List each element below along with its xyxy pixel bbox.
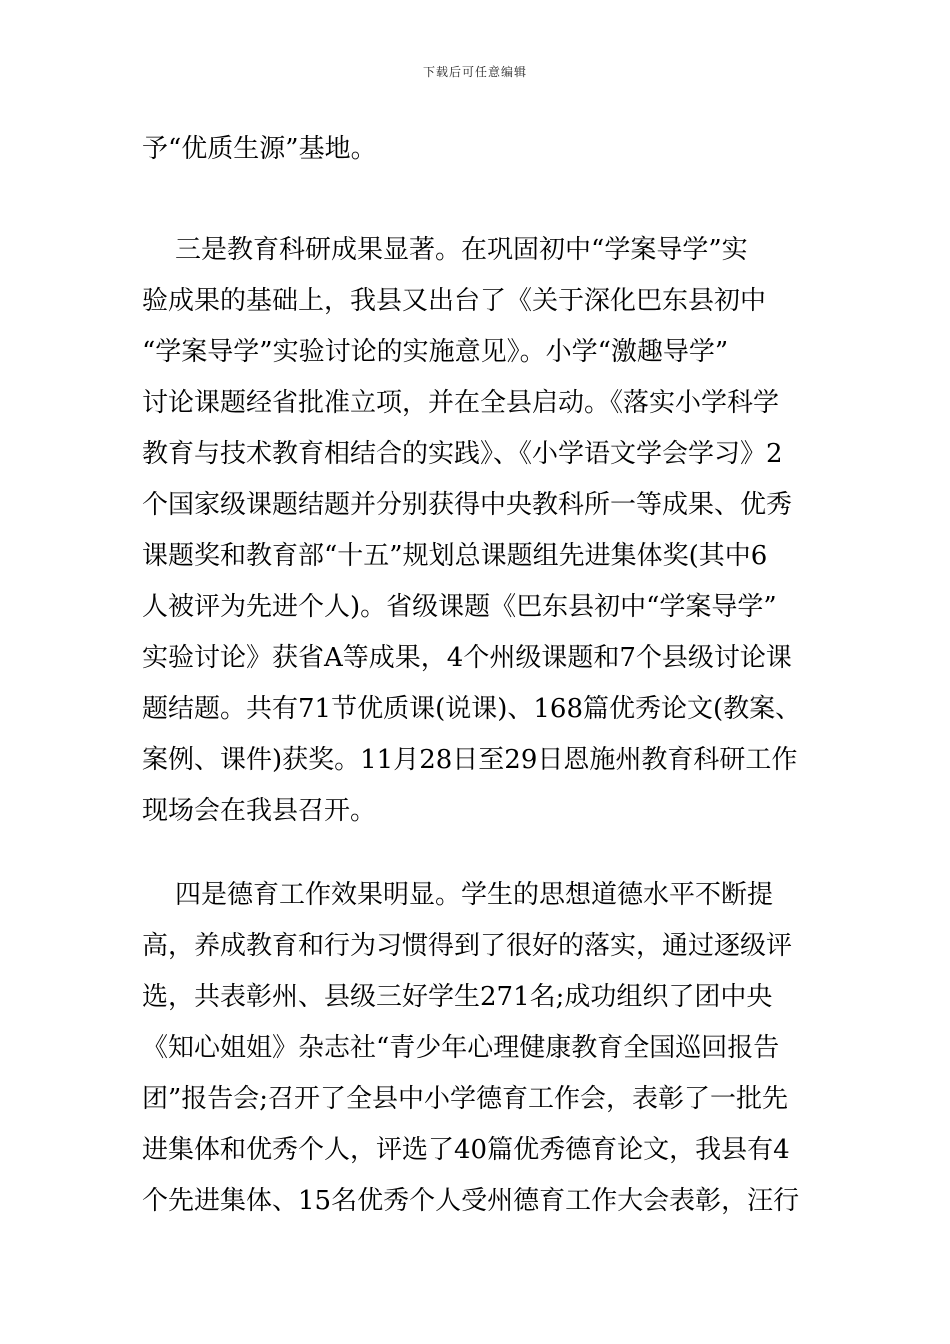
text-line: 高，养成教育和行为习惯得到了很好的落实，通过逐级评 [142, 931, 793, 961]
text-line: 《知心姐姐》杂志社“青少年心理健康教育全国巡回报告 [142, 1033, 780, 1063]
text-line: 选，共表彰州、县级三好学生271名;成功组织了团中央 [142, 982, 773, 1012]
text-line: 案例、课件)获奖。11月28日至29日恩施州教育科研工作 [142, 745, 798, 775]
page-header-note: 下载后可任意编辑 [422, 65, 527, 79]
text-line: “学案导学”实验讨论的实施意见》。小学“激趣导学” [142, 337, 729, 367]
text-line: 验成果的基础上，我县又出台了《关于深化巴东县初中 [142, 286, 767, 316]
text-line: 四是德育工作效果明显。学生的思想道德水平不断提 [142, 880, 774, 910]
text-line: 人被评为先进个人)。省级课题《巴东县初中“学案导学” [142, 592, 777, 622]
text-line: 讨论课题经省批准立项，并在全县启动。《落实小学科学 [142, 388, 780, 418]
text-line: 课题奖和教育部“十五”规划总课题组先进集体奖(其中6 [142, 541, 768, 571]
text-line: 个先进集体、15名优秀个人受州德育工作大会表彰，汪行 [142, 1186, 800, 1216]
text-line: 教育与技术教育相结合的实践》、《小学语文学会学习》2 [142, 439, 783, 469]
text-line: 予“优质生源”基地。 [142, 134, 377, 164]
text-line: 三是教育科研成果显著。在巩固初中“学案导学”实 [142, 235, 748, 265]
text-line: 实验讨论》获省A等成果，4个州级课题和7个县级讨论课 [142, 643, 792, 673]
text-line: 题结题。共有71节优质课(说课)、168篇优秀论文(教案、 [142, 694, 802, 724]
text-line: 进集体和优秀个人，评选了40篇优秀德育论文，我县有4 [142, 1135, 790, 1165]
text-line: 团”报告会;召开了全县中小学德育工作会，表彰了一批先 [142, 1084, 789, 1114]
text-line: 现场会在我县召开。 [142, 796, 377, 826]
text-line: 个国家级课题结题并分别获得中央教科所一等成果、优秀 [142, 490, 793, 520]
